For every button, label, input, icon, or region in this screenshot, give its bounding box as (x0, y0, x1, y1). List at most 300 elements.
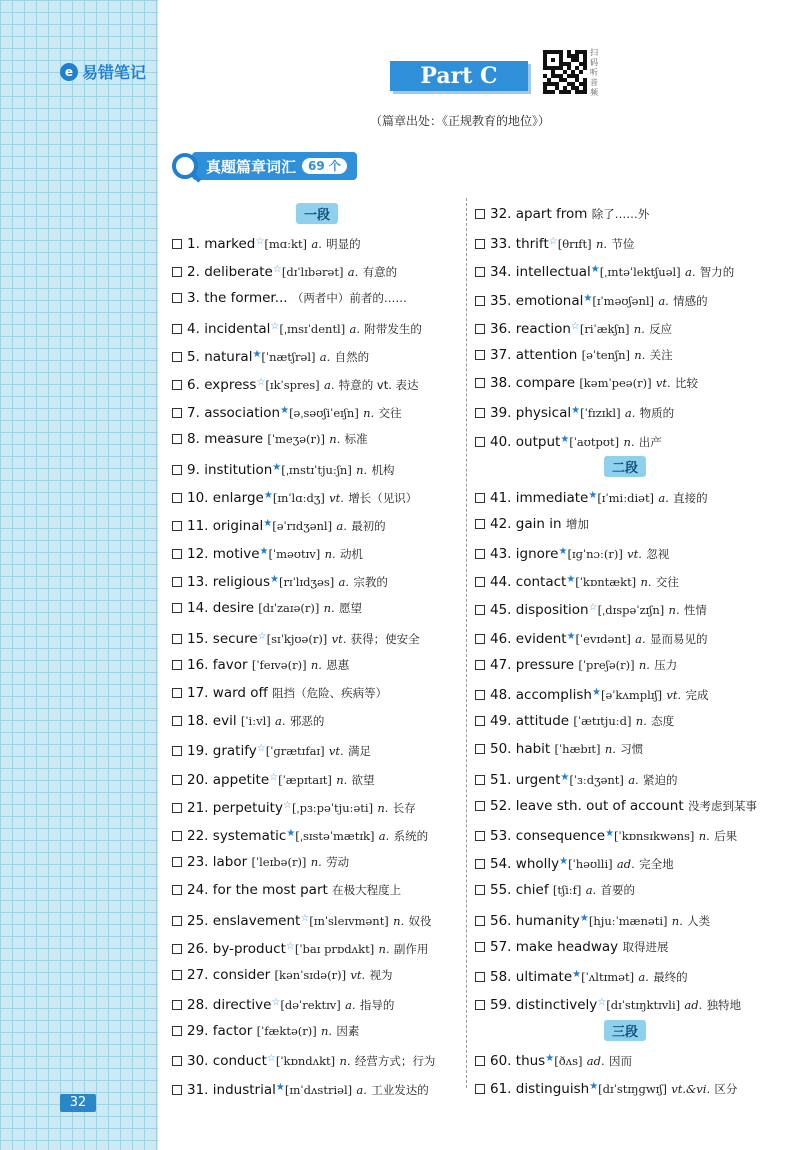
checkbox[interactable] (172, 885, 182, 895)
checkbox[interactable] (172, 603, 182, 613)
entry-meaning: 长存 (392, 800, 416, 815)
vocab-entry (172, 961, 462, 989)
entry-word: wholly (515, 856, 560, 873)
checkbox[interactable] (475, 660, 485, 670)
entry-pos: vt. (328, 744, 344, 759)
checkbox[interactable] (475, 378, 485, 388)
checkbox[interactable] (475, 885, 485, 895)
solid-star-icon: ★ (566, 574, 576, 586)
vocab-entry (475, 594, 775, 622)
entry-phonetic: [dɪˈstɪŋktɪvli] (606, 998, 681, 1013)
entry-pos: n. (310, 657, 322, 672)
entry-phonetic: [əˌsəʊʃiˈeɪʃn] (289, 406, 359, 421)
vocab-entry (172, 594, 462, 622)
vocab-entry (475, 905, 775, 933)
entry-meaning: 除了……外 (591, 207, 650, 221)
entry-word: physical (515, 405, 572, 422)
entry-meaning: 机构 (371, 462, 395, 477)
checkbox[interactable] (172, 293, 182, 303)
checkbox[interactable] (172, 688, 182, 698)
solid-star-icon: ★ (280, 405, 290, 417)
checkbox[interactable] (172, 660, 182, 670)
entry-meaning: 指导的 (359, 998, 395, 1013)
entry-phonetic: [ˈɡrætɪfaɪ] (265, 744, 325, 759)
entry-phonetic: [ˈhæbɪt] (554, 742, 601, 757)
hollow-star-icon: ☆ (597, 997, 607, 1009)
vocab-entry (475, 792, 775, 820)
entry-pos: n. (638, 657, 650, 672)
entry-number: 6. (187, 376, 200, 393)
entry-word: appetite (212, 771, 270, 788)
entry-phonetic: [ˌpɜːpəˈtjuːəti] (291, 800, 374, 815)
entry-number: 50. (490, 741, 512, 758)
entry-meaning: 增长（见识） (348, 490, 418, 505)
checkbox[interactable] (172, 1085, 182, 1095)
entry-word: reaction (515, 320, 571, 337)
qr-label: 扫码听音频 (590, 48, 598, 97)
checkbox[interactable] (172, 916, 182, 926)
entry-meaning: 后果 (714, 828, 738, 843)
entry-word: ward off (212, 685, 268, 701)
segment-label: 三段 (475, 1019, 775, 1041)
entry-meaning: 邪恶的 (289, 714, 325, 729)
entry-word: marked (204, 236, 256, 252)
entry-number: 54. (490, 856, 512, 873)
solid-star-icon: ★ (558, 546, 568, 558)
vocab-entry (172, 876, 462, 904)
entry-meaning: 动机 (339, 547, 363, 562)
vocab-entry (172, 1074, 462, 1102)
checkbox[interactable] (172, 324, 182, 334)
entry-pos: a. (684, 265, 696, 280)
entry-meaning: 人类 (687, 913, 711, 928)
checkbox[interactable] (475, 549, 485, 559)
entry-pos: a. (349, 321, 361, 336)
entry-meaning: 欲望 (351, 772, 375, 787)
checkbox[interactable] (475, 831, 485, 841)
entry-meaning: 压力 (654, 657, 678, 672)
entry-word: consequence (515, 827, 606, 844)
entry-number: 43. (490, 546, 512, 563)
entry-word: evident (515, 630, 567, 647)
entry-phonetic: [dɪˈzaɪə(r)] (258, 601, 320, 616)
vocab-entry (172, 482, 462, 510)
entry-pos: n. (634, 347, 646, 362)
entry-phonetic: [ˈpreʃə(r)] (578, 657, 635, 672)
entry-word: deliberate (204, 264, 273, 281)
checkbox[interactable] (172, 352, 182, 362)
entry-pos: a. (338, 575, 350, 590)
entry-number: 21. (187, 799, 209, 816)
checkbox[interactable] (475, 519, 485, 529)
solid-star-icon: ★ (566, 630, 576, 642)
checkbox[interactable] (475, 267, 485, 277)
checkbox[interactable] (475, 859, 485, 869)
checkbox[interactable] (172, 239, 182, 249)
entry-meaning: （两者中）前者的…… (291, 291, 407, 306)
entry-meaning: 附带发生的 (364, 321, 422, 336)
solid-star-icon: ★ (286, 827, 296, 839)
hollow-star-icon: ☆ (266, 1053, 276, 1065)
checkbox[interactable] (475, 493, 485, 503)
vocab-entry (172, 820, 462, 848)
brand-text: 易错笔记 (82, 63, 147, 82)
entry-phonetic: [ˈætɪtjuːd] (573, 714, 632, 729)
checkbox[interactable] (475, 296, 485, 306)
entry-pos: a. (658, 293, 669, 308)
checkbox[interactable] (475, 744, 485, 754)
entry-number: 7. (187, 405, 200, 422)
solid-star-icon: ★ (588, 489, 598, 501)
entry-word: urgent (515, 771, 561, 788)
vocab-entry (172, 651, 462, 679)
entry-phonetic: [kəmˈpeə(r)] (579, 376, 652, 391)
entry-phonetic: [ˈkɒnsɪkwəns] (614, 828, 695, 843)
entry-phonetic: [ˈkɒntækt] (575, 575, 637, 590)
entry-meaning: 紧迫的 (643, 772, 678, 787)
entry-word: emotional (515, 292, 584, 309)
entry-number: 26. (187, 940, 209, 957)
vocab-entry (172, 284, 462, 312)
entry-phonetic: [ˈiːvl] (240, 714, 271, 729)
entry-phonetic: [ɪɡˈnɔː(r)] (567, 547, 623, 562)
vocab-entry (475, 848, 775, 876)
vocab-entry (475, 707, 775, 735)
entry-number: 45. (490, 602, 512, 619)
entry-pos: a. (345, 998, 356, 1013)
checkbox[interactable] (172, 775, 182, 785)
entry-pos: n. (595, 237, 608, 252)
entry-word: intellectual (515, 264, 591, 281)
checkbox[interactable] (172, 746, 182, 756)
right-column (475, 200, 775, 1102)
entry-word: thus (515, 1053, 546, 1070)
entry-number: 19. (187, 743, 209, 760)
entry-pos: a. (635, 631, 646, 646)
solid-star-icon: ★ (545, 1053, 555, 1065)
entry-number: 23. (187, 854, 209, 871)
entry-meaning: 获得；使安全 (350, 631, 420, 646)
entry-phonetic: [tʃiːf] (552, 883, 582, 898)
vocab-entry (475, 341, 775, 369)
entry-pos: ad. (616, 857, 635, 872)
entry-meaning: 最终的 (653, 969, 688, 984)
entry-phonetic: [ɪkˈspres] (265, 377, 320, 392)
vocab-entry (475, 285, 775, 313)
vocab-entry (475, 1045, 775, 1073)
checkbox[interactable] (172, 577, 182, 587)
entry-pos: n. (363, 406, 375, 421)
checkbox[interactable] (172, 716, 182, 726)
entry-word: express (204, 376, 257, 393)
entry-meaning: 比较 (674, 376, 698, 391)
checkbox[interactable] (475, 1056, 485, 1066)
entry-meaning: 直接的 (673, 490, 708, 505)
entry-phonetic: [ˌɪnstɪˈtjuːʃn] (281, 462, 352, 477)
entry-pos: a. (356, 1082, 367, 1097)
checkbox[interactable] (172, 521, 182, 531)
entry-phonetic: [dɪˈstɪŋɡwɪʃ] (598, 1082, 667, 1097)
solid-star-icon: ★ (270, 574, 279, 586)
checkbox[interactable] (172, 634, 182, 644)
entry-pos: n. (640, 575, 652, 590)
entry-pos: a. (378, 828, 390, 843)
vocab-entry (172, 989, 462, 1017)
entry-word: chief (515, 882, 549, 899)
entry-meaning: 交往 (378, 406, 402, 421)
checkbox[interactable] (475, 605, 485, 615)
entry-pos: a. (323, 377, 335, 392)
entry-word: pressure (515, 656, 575, 673)
entry-word: habit (515, 741, 551, 758)
vocab-entry (475, 961, 775, 989)
checkbox[interactable] (475, 972, 485, 982)
vocab-entry (172, 735, 462, 763)
entry-meaning: 愿望 (339, 601, 362, 616)
checkbox[interactable] (172, 408, 182, 418)
checkbox[interactable] (475, 1084, 485, 1094)
entry-word: incidental (204, 320, 271, 337)
vocab-entry (172, 425, 462, 453)
checkbox[interactable] (475, 634, 485, 644)
entry-number: 37. (490, 346, 512, 363)
entry-phonetic: [ˈfæktə(r)] (256, 1024, 317, 1039)
entry-number: 49. (490, 713, 512, 730)
entry-pos: n. (321, 1024, 333, 1039)
vocab-entry (172, 538, 462, 566)
checkbox[interactable] (172, 493, 182, 503)
entry-meaning: 自然的 (334, 349, 370, 364)
entry-number: 56. (490, 912, 512, 929)
entry-word: gain in (515, 515, 562, 532)
entry-meaning: 忽视 (646, 547, 670, 562)
entry-number: 52. (490, 797, 512, 814)
entry-phonetic: [ˈfeɪvə(r)] (251, 657, 307, 672)
checkbox[interactable] (172, 1000, 182, 1010)
entry-number: 47. (490, 656, 512, 673)
vocab-entry (475, 933, 775, 961)
entry-word: accomplish (515, 687, 592, 703)
entry-meaning: 完全地 (639, 857, 674, 872)
entry-number: 2. (187, 264, 200, 281)
hollow-star-icon: ☆ (272, 264, 282, 276)
entry-word: compare (515, 375, 576, 392)
entry-phonetic: [ˈleɪbə(r)] (251, 855, 307, 870)
vocab-entry (172, 848, 462, 876)
checkbox[interactable] (475, 437, 485, 447)
checkbox[interactable] (475, 577, 485, 587)
solid-star-icon: ★ (589, 1081, 599, 1093)
entry-pos: n. (604, 742, 616, 757)
entry-meaning: 独特地 (706, 998, 742, 1013)
entry-meaning: 宗教的 (353, 575, 388, 590)
vocab-entry (172, 341, 462, 369)
entry-phonetic: [əˈtenʃn] (581, 347, 630, 362)
entry-pos: n. (323, 601, 335, 616)
checkbox[interactable] (172, 465, 182, 475)
entry-word: attitude (515, 713, 570, 730)
solid-star-icon: ★ (559, 856, 569, 868)
entry-word: distinguish (515, 1081, 590, 1098)
entry-word: measure (204, 431, 264, 448)
entry-phonetic: [əˈkʌmplɪʃ] (600, 688, 663, 702)
entry-number: 11. (187, 517, 209, 534)
entry-number: 40. (490, 433, 512, 450)
entry-meaning: 在极大程度上 (332, 883, 402, 898)
solid-star-icon: ★ (263, 517, 273, 529)
entry-word: attention (515, 346, 578, 363)
checkbox[interactable] (475, 801, 485, 811)
entry-word: religious (212, 574, 271, 591)
checkbox[interactable] (475, 350, 485, 360)
checkbox[interactable] (172, 380, 182, 390)
checkbox[interactable] (172, 1026, 182, 1036)
entry-meaning: 交往 (655, 575, 679, 590)
entry-pos: a. (336, 518, 347, 533)
hollow-star-icon: ☆ (588, 602, 598, 614)
entry-phonetic: [ˌɪntəˈlektʃuəl] (599, 265, 681, 280)
entry-word: disposition (515, 602, 589, 619)
entry-phonetic: [ˌdɪspəˈzɪʃn] (597, 603, 665, 618)
qr-code-icon[interactable] (543, 50, 587, 94)
solid-star-icon: ★ (591, 687, 601, 698)
vocab-entry (172, 313, 462, 341)
checkbox[interactable] (475, 209, 485, 219)
entry-number: 48. (490, 687, 512, 703)
entry-pos: vt.&vi. (671, 1082, 711, 1097)
entry-pos: a. (585, 883, 597, 898)
entry-number: 27. (187, 966, 209, 983)
entry-word: natural (204, 348, 253, 365)
entry-word: industrial (212, 1081, 276, 1098)
entry-word: ignore (515, 546, 559, 563)
entry-number: 28. (187, 997, 209, 1014)
entry-meaning: 出产 (638, 434, 662, 449)
checkbox[interactable] (172, 831, 182, 841)
entry-number: 20. (187, 771, 209, 788)
entry-number: 41. (490, 489, 512, 506)
entry-meaning: 明显的 (326, 237, 361, 251)
checkbox[interactable] (475, 690, 485, 700)
vocab-entry (475, 369, 775, 397)
entry-number: 15. (187, 630, 209, 647)
entry-pos: a. (638, 969, 649, 984)
checkbox[interactable] (172, 549, 182, 559)
hollow-star-icon: ☆ (285, 940, 295, 952)
checkbox[interactable] (172, 970, 182, 980)
vocab-entry (475, 256, 775, 284)
vocab-entry (172, 510, 462, 538)
checkbox[interactable] (172, 803, 182, 813)
hollow-star-icon: ☆ (255, 236, 265, 247)
entry-pos: a. (275, 714, 286, 729)
entry-word: humanity (515, 912, 580, 929)
entry-number: 29. (187, 1023, 209, 1040)
solid-star-icon: ★ (560, 433, 570, 445)
hollow-star-icon: ☆ (257, 630, 267, 642)
entry-pos: n. (378, 941, 390, 956)
hollow-star-icon: ☆ (570, 320, 580, 332)
checkbox[interactable] (172, 1056, 182, 1066)
checkbox[interactable] (475, 716, 485, 726)
checkbox[interactable] (475, 775, 485, 785)
entry-word: the former... (204, 290, 288, 307)
entry-pos: a. (628, 772, 639, 787)
entry-word: leave sth. out of account (515, 797, 684, 814)
entry-number: 13. (187, 574, 209, 591)
checkbox[interactable] (172, 944, 182, 954)
solid-star-icon: ★ (571, 405, 581, 417)
entry-word: systematic (212, 827, 287, 844)
entry-meaning: 区分 (714, 1082, 738, 1097)
entry-word: immediate (515, 489, 589, 506)
entry-pos: vt. (655, 376, 671, 391)
entry-meaning: 劳动 (326, 855, 350, 870)
entry-phonetic: [rɪˈlɪdʒəs] (278, 575, 335, 590)
entry-pos: n. (336, 772, 348, 787)
checkbox[interactable] (475, 239, 485, 249)
entry-number: 24. (187, 882, 209, 899)
search-icon (172, 153, 198, 179)
entry-number: 8. (187, 431, 200, 448)
entry-word: enlarge (212, 489, 264, 506)
hollow-star-icon: ☆ (271, 997, 281, 1009)
checkbox[interactable] (172, 434, 182, 444)
entry-meaning: 习惯 (620, 742, 644, 757)
entry-meaning: 没考虑到某事 (687, 798, 757, 813)
checkbox[interactable] (475, 324, 485, 334)
entry-word: association (204, 405, 281, 422)
entry-number: 4. (187, 320, 200, 337)
entry-pos: vt. (666, 688, 682, 702)
checkbox[interactable] (475, 1000, 485, 1010)
vocab-entry (475, 651, 775, 679)
solid-star-icon: ★ (252, 348, 262, 360)
entry-pos: vt. (329, 490, 344, 505)
entry-number: 34. (490, 264, 512, 281)
solid-star-icon: ★ (259, 546, 269, 558)
checkbox[interactable] (475, 916, 485, 926)
entry-phonetic: [ˌɪnsɪˈdentl] (279, 321, 346, 336)
checkbox[interactable] (172, 267, 182, 277)
vocab-entry (172, 679, 462, 707)
entry-word: contact (515, 574, 567, 591)
entry-pos: a. (311, 237, 322, 251)
entry-word: gratify (212, 743, 257, 760)
entry-number: 30. (187, 1053, 209, 1070)
entry-meaning: 视为 (369, 967, 393, 982)
vocab-entry (172, 1017, 462, 1045)
vocab-entry (172, 397, 462, 425)
entry-phonetic: [ˌsɪstəˈmætɪk] (295, 828, 375, 843)
entry-pos: n. (623, 434, 635, 449)
entry-meaning: 性情 (683, 603, 707, 618)
entry-phonetic: [ɪˈmiːdiət] (597, 490, 655, 505)
entry-phonetic: [ˈməʊtɪv] (268, 547, 321, 562)
vocab-entry (172, 1045, 462, 1073)
solid-star-icon: ★ (579, 912, 589, 924)
entry-meaning: 反应 (649, 321, 673, 336)
hollow-star-icon: ☆ (548, 236, 558, 248)
entry-number: 10. (187, 489, 209, 506)
entry-number: 31. (187, 1081, 209, 1098)
vocab-entry (475, 989, 775, 1017)
checkbox[interactable] (172, 857, 182, 867)
entry-word: desire (212, 600, 254, 617)
entry-pos: n. (377, 800, 389, 815)
checkbox[interactable] (475, 942, 485, 952)
checkbox[interactable] (475, 408, 485, 418)
